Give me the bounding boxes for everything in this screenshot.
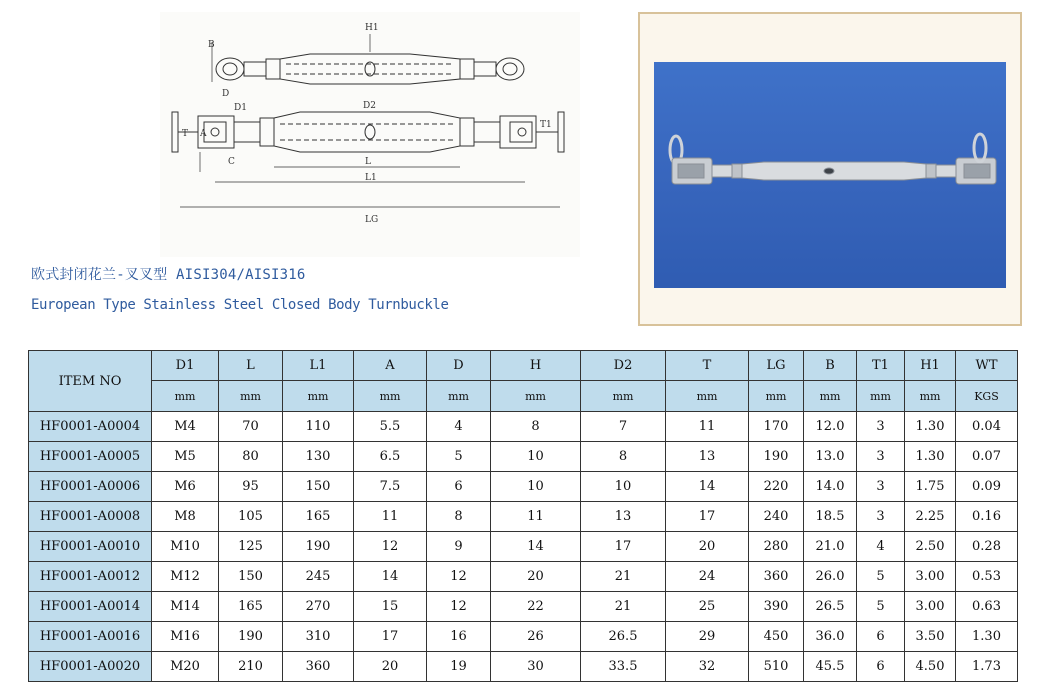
col-header-h: H <box>491 351 581 381</box>
item-no-cell: HF0001-A0004 <box>29 412 152 442</box>
table-cell: 8 <box>491 412 581 442</box>
table-cell: 190 <box>219 622 283 652</box>
table-cell: 0.63 <box>956 592 1018 622</box>
table-row <box>29 442 1018 472</box>
caption-english: European Type Stainless Steel Closed Body Turnbuckle <box>31 297 449 313</box>
item-no-cell: HF0001-A0016 <box>29 622 152 652</box>
item-no-cell: HF0001-A0020 <box>29 652 152 682</box>
col-header-t1: T1 <box>857 351 905 381</box>
table-cell: 190 <box>283 532 354 562</box>
table-cell: 26 <box>491 622 581 652</box>
table-cell: 240 <box>749 502 804 532</box>
table-cell: 17 <box>581 532 666 562</box>
unit-cell: mm <box>905 381 956 412</box>
table-cell: M5 <box>152 442 219 472</box>
table-cell: 26.0 <box>804 562 857 592</box>
table-cell: M20 <box>152 652 219 682</box>
unit-cell: KGS <box>956 381 1018 412</box>
table-cell: 25 <box>666 592 749 622</box>
table-row <box>29 652 1018 682</box>
table-cell: 8 <box>427 502 491 532</box>
table-cell: 6 <box>427 472 491 502</box>
table-cell: 390 <box>749 592 804 622</box>
table-cell: M10 <box>152 532 219 562</box>
table-row <box>29 502 1018 532</box>
table-cell: 14 <box>354 562 427 592</box>
table-cell: 12.0 <box>804 412 857 442</box>
table-cell: 21.0 <box>804 532 857 562</box>
col-header-h1: H1 <box>905 351 956 381</box>
table-cell: 20 <box>491 562 581 592</box>
col-header-a: A <box>354 351 427 381</box>
label-l1: L1 <box>365 173 377 183</box>
table-cell: 280 <box>749 532 804 562</box>
table-cell: 14 <box>491 532 581 562</box>
table-cell: 210 <box>219 652 283 682</box>
table-cell: 14.0 <box>804 472 857 502</box>
table-cell: 0.28 <box>956 532 1018 562</box>
item-no-header: ITEM NO <box>29 351 152 412</box>
table-cell: 5.5 <box>354 412 427 442</box>
table-cell: 6 <box>857 622 905 652</box>
table-cell: 15 <box>354 592 427 622</box>
table-cell: 1.75 <box>905 472 956 502</box>
table-cell: 11 <box>491 502 581 532</box>
table-row <box>29 472 1018 502</box>
table-cell: 0.09 <box>956 472 1018 502</box>
table-cell: 6.5 <box>354 442 427 472</box>
label-l: L <box>365 157 371 167</box>
item-no-cell: HF0001-A0010 <box>29 532 152 562</box>
table-cell: 110 <box>283 412 354 442</box>
table-cell: 11 <box>354 502 427 532</box>
table-cell: M8 <box>152 502 219 532</box>
table-cell: 3 <box>857 442 905 472</box>
table-cell: 360 <box>749 562 804 592</box>
table-cell: M6 <box>152 472 219 502</box>
table-cell: 510 <box>749 652 804 682</box>
col-header-l1: L1 <box>283 351 354 381</box>
table-cell: 16 <box>427 622 491 652</box>
table-cell: 17 <box>666 502 749 532</box>
table-cell: 9 <box>427 532 491 562</box>
table-cell: 10 <box>491 442 581 472</box>
technical-drawing <box>160 12 580 257</box>
col-header-wt: WT <box>956 351 1018 381</box>
table-cell: 245 <box>283 562 354 592</box>
table-cell: 95 <box>219 472 283 502</box>
spec-table <box>28 350 1018 682</box>
table-cell: 130 <box>283 442 354 472</box>
table-cell: 33.5 <box>581 652 666 682</box>
table-cell: 30 <box>491 652 581 682</box>
table-row <box>29 592 1018 622</box>
table-cell: 29 <box>666 622 749 652</box>
table-cell: 190 <box>749 442 804 472</box>
table-cell: 3 <box>857 502 905 532</box>
table-cell: 3 <box>857 472 905 502</box>
spec-table-body <box>29 412 1018 682</box>
item-no-cell: HF0001-A0014 <box>29 592 152 622</box>
label-a: A <box>200 129 207 139</box>
unit-cell: mm <box>283 381 354 412</box>
header-row <box>29 351 1018 381</box>
table-cell: 22 <box>491 592 581 622</box>
table-cell: M16 <box>152 622 219 652</box>
table-cell: 4 <box>857 532 905 562</box>
table-cell: 0.04 <box>956 412 1018 442</box>
table-cell: 10 <box>491 472 581 502</box>
table-cell: 5 <box>857 592 905 622</box>
product-photo-frame <box>638 12 1022 326</box>
table-cell: 1.30 <box>956 622 1018 652</box>
table-cell: 3.50 <box>905 622 956 652</box>
col-header-lg: LG <box>749 351 804 381</box>
table-cell: 21 <box>581 562 666 592</box>
table-cell: 1.73 <box>956 652 1018 682</box>
table-cell: 3.00 <box>905 562 956 592</box>
col-header-d1: D1 <box>152 351 219 381</box>
unit-cell: mm <box>152 381 219 412</box>
table-row <box>29 562 1018 592</box>
table-cell: 36.0 <box>804 622 857 652</box>
unit-row <box>29 381 1018 412</box>
table-cell: 21 <box>581 592 666 622</box>
label-t1: T1 <box>540 120 552 130</box>
col-header-d: D <box>427 351 491 381</box>
table-cell: 19 <box>427 652 491 682</box>
table-row <box>29 532 1018 562</box>
table-cell: 0.16 <box>956 502 1018 532</box>
col-header-b: B <box>804 351 857 381</box>
table-cell: 4.50 <box>905 652 956 682</box>
table-cell: 105 <box>219 502 283 532</box>
label-d1: D1 <box>234 103 247 113</box>
label-b: B <box>208 40 215 50</box>
table-cell: 2.50 <box>905 532 956 562</box>
item-no-cell: HF0001-A0005 <box>29 442 152 472</box>
unit-cell: mm <box>581 381 666 412</box>
col-header-d2: D2 <box>581 351 666 381</box>
table-cell: 20 <box>666 532 749 562</box>
table-cell: 360 <box>283 652 354 682</box>
label-d: D <box>222 89 230 99</box>
table-cell: 3 <box>857 412 905 442</box>
unit-cell: mm <box>749 381 804 412</box>
table-cell: 13 <box>666 442 749 472</box>
table-cell: M12 <box>152 562 219 592</box>
table-cell: M4 <box>152 412 219 442</box>
label-lg: LG <box>365 215 379 225</box>
table-cell: 150 <box>219 562 283 592</box>
table-cell: 70 <box>219 412 283 442</box>
table-cell: 1.30 <box>905 412 956 442</box>
item-no-cell: HF0001-A0008 <box>29 502 152 532</box>
unit-cell: mm <box>427 381 491 412</box>
unit-cell: mm <box>219 381 283 412</box>
label-t: T <box>182 129 189 139</box>
table-cell: 4 <box>427 412 491 442</box>
table-cell: 2.25 <box>905 502 956 532</box>
table-cell: 3.00 <box>905 592 956 622</box>
col-header-t: T <box>666 351 749 381</box>
table-cell: 0.07 <box>956 442 1018 472</box>
product-photo <box>654 62 1006 288</box>
table-cell: 125 <box>219 532 283 562</box>
table-cell: 13 <box>581 502 666 532</box>
label-c: C <box>228 157 235 167</box>
table-cell: 12 <box>354 532 427 562</box>
table-cell: 13.0 <box>804 442 857 472</box>
unit-cell: mm <box>354 381 427 412</box>
table-cell: 8 <box>581 442 666 472</box>
label-h1: H1 <box>365 23 379 33</box>
table-cell: 45.5 <box>804 652 857 682</box>
unit-cell: mm <box>666 381 749 412</box>
table-cell: 10 <box>581 472 666 502</box>
table-cell: 165 <box>219 592 283 622</box>
table-cell: 11 <box>666 412 749 442</box>
table-cell: 170 <box>749 412 804 442</box>
table-cell: 20 <box>354 652 427 682</box>
table-cell: 7 <box>581 412 666 442</box>
table-cell: 5 <box>427 442 491 472</box>
table-cell: 5 <box>857 562 905 592</box>
table-cell: 17 <box>354 622 427 652</box>
table-cell: 310 <box>283 622 354 652</box>
unit-cell: mm <box>491 381 581 412</box>
table-cell: 150 <box>283 472 354 502</box>
table-cell: 14 <box>666 472 749 502</box>
table-cell: 270 <box>283 592 354 622</box>
table-cell: 6 <box>857 652 905 682</box>
table-cell: 32 <box>666 652 749 682</box>
table-cell: 450 <box>749 622 804 652</box>
table-cell: 12 <box>427 562 491 592</box>
table-cell: 165 <box>283 502 354 532</box>
item-no-cell: HF0001-A0006 <box>29 472 152 502</box>
table-cell: 1.30 <box>905 442 956 472</box>
table-cell: 0.53 <box>956 562 1018 592</box>
table-row <box>29 622 1018 652</box>
table-cell: 7.5 <box>354 472 427 502</box>
table-cell: 24 <box>666 562 749 592</box>
table-cell: 80 <box>219 442 283 472</box>
table-cell: 18.5 <box>804 502 857 532</box>
table-cell: 26.5 <box>804 592 857 622</box>
unit-cell: mm <box>804 381 857 412</box>
table-cell: 220 <box>749 472 804 502</box>
table-cell: 12 <box>427 592 491 622</box>
table-cell: 26.5 <box>581 622 666 652</box>
col-header-l: L <box>219 351 283 381</box>
caption-chinese: 欧式封闭花兰-叉叉型 AISI304/AISI316 <box>31 267 306 283</box>
label-d2: D2 <box>363 101 376 111</box>
table-cell: M14 <box>152 592 219 622</box>
table-row <box>29 412 1018 442</box>
unit-cell: mm <box>857 381 905 412</box>
item-no-cell: HF0001-A0012 <box>29 562 152 592</box>
